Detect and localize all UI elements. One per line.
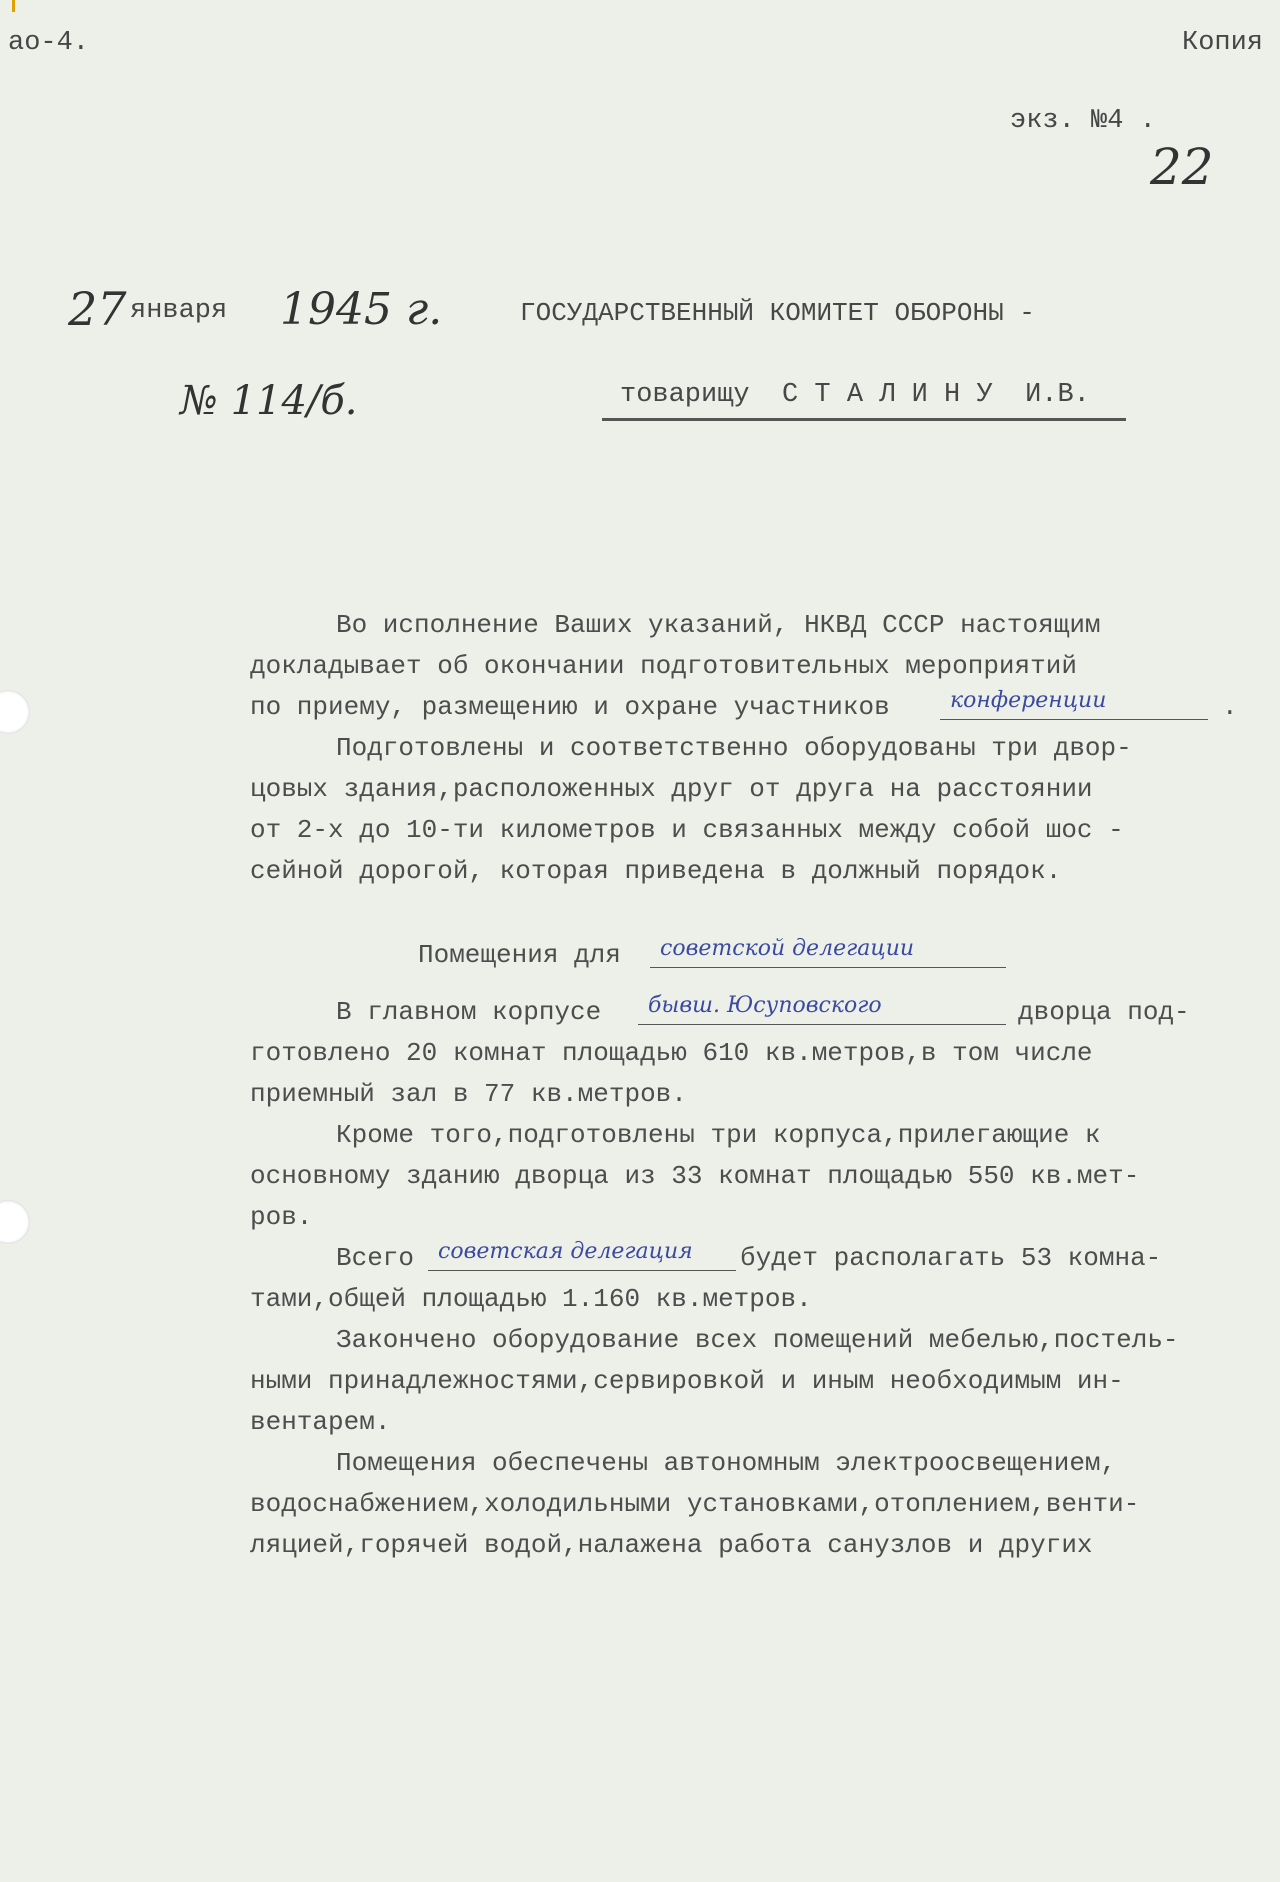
body-punctuation: . xyxy=(1222,692,1238,722)
date-month: января xyxy=(130,296,228,326)
registration-number: № 114/б. xyxy=(180,378,358,424)
addressee-organization: ГОСУДАРСТВЕННЫЙ КОМИТЕТ ОБОРОНЫ - xyxy=(520,298,1035,328)
body-line: цовых здания,расположенных друг от друга на расстоянии xyxy=(250,774,1093,804)
body-line: Закончено оборудование всех помещений мебелью,постель- xyxy=(336,1325,1179,1355)
punch-hole xyxy=(0,1200,30,1244)
body-line: Кроме того,подготовлены три корпуса,прилегающие к xyxy=(336,1120,1101,1150)
body-line: водоснабжением,холодильными установками,отоплением,венти- xyxy=(250,1489,1140,1519)
body-line: от 2-х до 10-ти километров и связанных между собой шос - xyxy=(250,815,1124,845)
body-line: вентарем. xyxy=(250,1407,391,1437)
handwritten-insert: бывш. Юсуповского xyxy=(648,993,882,1018)
handwritten-insert: советская делегация xyxy=(438,1239,693,1264)
body-line: ров. xyxy=(250,1202,313,1232)
body-line: дворца под- xyxy=(1018,997,1190,1027)
copy-number: экз. №4 . xyxy=(1010,106,1156,136)
copy-label: Копия xyxy=(1182,28,1264,58)
handwritten-insert: конференции xyxy=(950,688,1107,713)
body-line: готовлено 20 комнат площадью 610 кв.метров,в том числе xyxy=(250,1038,1093,1068)
body-line: Подготовлены и соответственно оборудованы три двор- xyxy=(336,733,1132,763)
fill-in-field xyxy=(650,936,1006,970)
body-line: приемный зал в 77 кв.метров. xyxy=(250,1079,687,1109)
fill-in-field xyxy=(940,688,1208,722)
section-heading: Помещения для xyxy=(418,940,621,970)
addressee-name: товарищу С Т А Л И Н У И.В. xyxy=(620,380,1090,410)
body-line: Всего xyxy=(336,1243,415,1273)
body-line: ляцией,горячей водой,налажена работа санузлов и других xyxy=(250,1530,1093,1560)
fill-in-field xyxy=(638,993,1006,1027)
handwritten-insert: советской делегации xyxy=(660,936,915,961)
body-line: тами,общей площадью 1.160 кв.метров. xyxy=(250,1284,812,1314)
body-line: докладывает об окончании подготовительных мероприятий xyxy=(250,651,1077,681)
body-line: В главном корпусе xyxy=(336,997,602,1027)
sheet-number: 22 xyxy=(1150,138,1214,196)
margin-mark xyxy=(12,0,15,12)
body-line: по приему, размещению и охране участников xyxy=(250,692,890,722)
date-day: 27 xyxy=(68,282,127,336)
body-line: ными принадлежностями,сервировкой и иным необходимым ин- xyxy=(250,1366,1124,1396)
body-line: основному зданию дворца из 33 комнат площадью 550 кв.мет- xyxy=(250,1161,1140,1191)
body-line: Во исполнение Ваших указаний, НКВД СССР настоящим xyxy=(336,610,1101,640)
body-line: сейной дорогой, которая приведена в должный порядок. xyxy=(250,856,1062,886)
body-line: Помещения обеспечены автономным электроосвещением, xyxy=(336,1448,1117,1478)
body-line: будет располагать 53 комна- xyxy=(740,1243,1162,1273)
punch-hole xyxy=(0,690,30,734)
document-code: ао-4. xyxy=(8,28,90,58)
date-year: 1945 г. xyxy=(280,284,443,335)
fill-in-field xyxy=(428,1239,736,1273)
addressee-underline xyxy=(602,418,1126,421)
